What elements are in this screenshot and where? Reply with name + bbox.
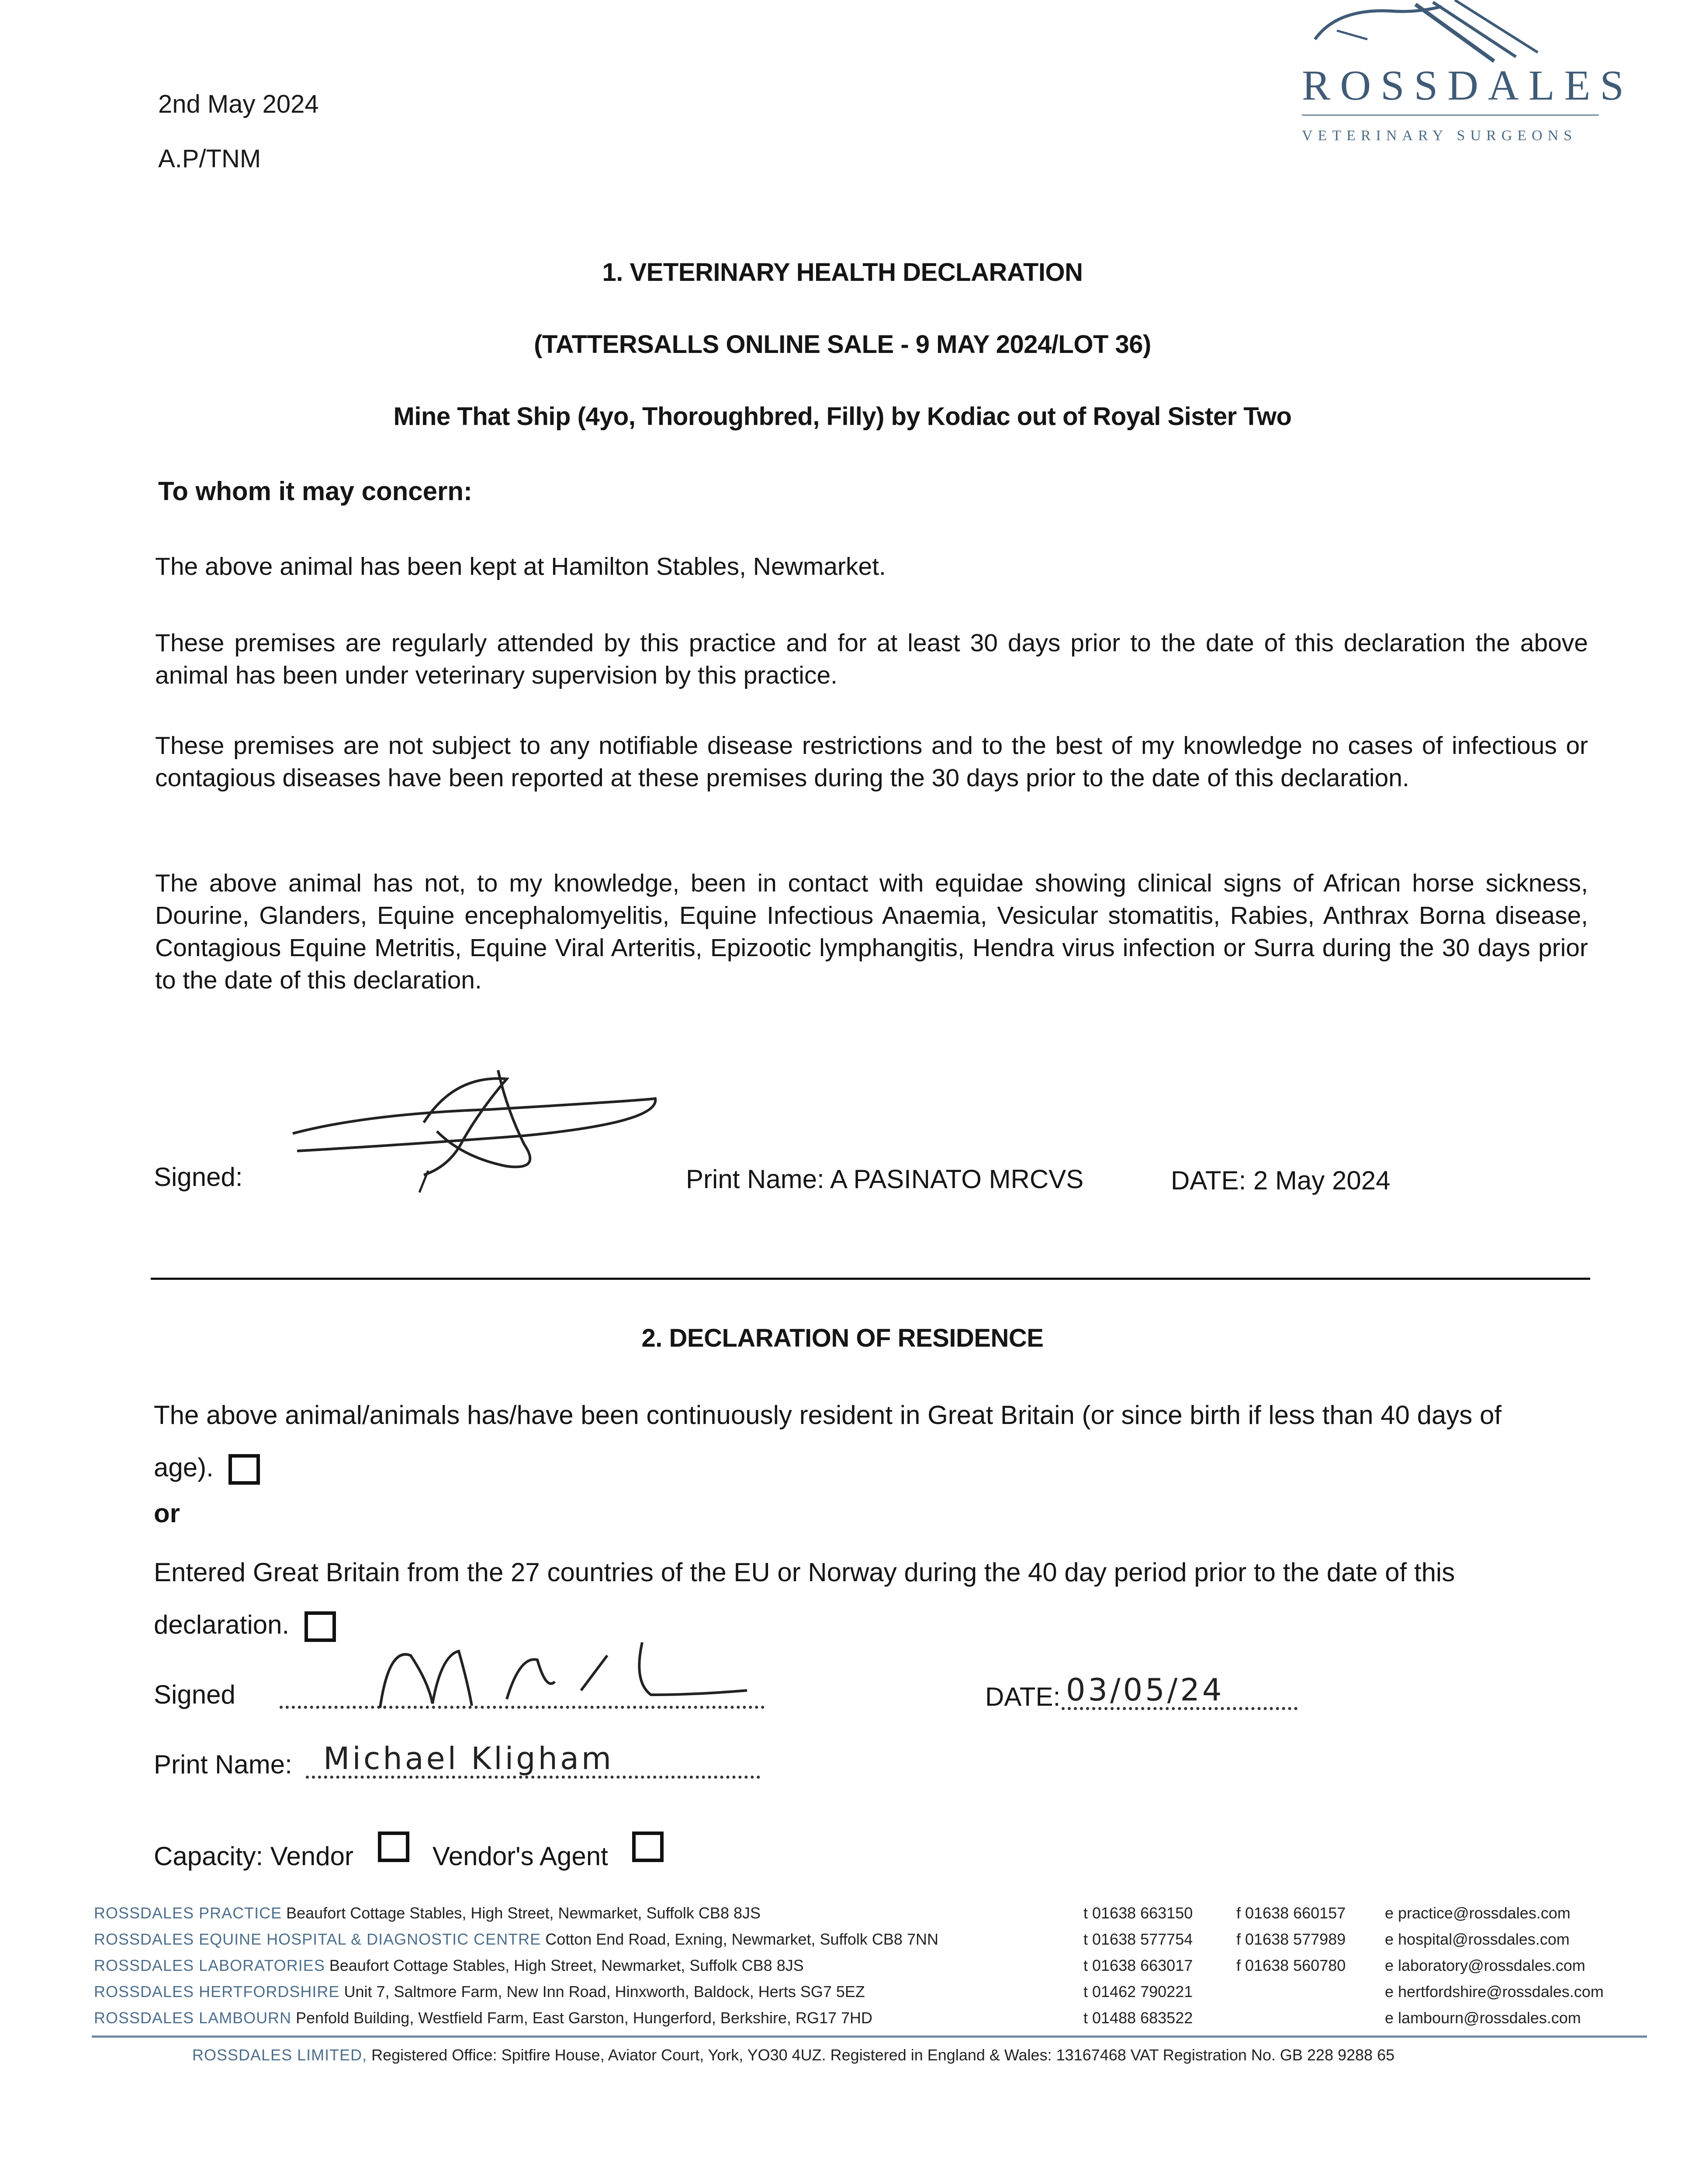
vendor-checkbox[interactable] (378, 1832, 409, 1862)
office-address: Penfold Building, Westfield Farm, East Garston, Hungerford, Berkshire, RG17 7HD (296, 2009, 873, 2027)
office-email[interactable]: e lambourn@rossdales.com (1385, 2009, 1581, 2027)
footer-office-row (94, 1926, 938, 1952)
logo-divider (1302, 114, 1599, 116)
footer-office-row (94, 1952, 938, 1979)
logo-wordmark: ROSSDALES (1302, 62, 1633, 109)
office-address: Beaufort Cottage Stables, High Street, Newmarket, Suffolk CB8 8JS (329, 1956, 804, 1974)
salutation: To whom it may concern: (158, 477, 472, 506)
footer-office-row (94, 1900, 938, 1926)
registered-office (192, 2042, 1678, 2068)
section2-title: 2. DECLARATION OF RESIDENCE (641, 1324, 1044, 1352)
owner-signed-label: Signed (154, 1680, 235, 1709)
office-email[interactable]: e practice@rossdales.com (1385, 1904, 1571, 1922)
residence-option-1 (154, 1389, 1508, 1494)
vendor-agent-checkbox[interactable] (632, 1832, 664, 1862)
letter-reference: A.P/TNM (158, 145, 261, 173)
registered-details: Registered Office: Spitfire House, Aviator Court, York, YO30 4UZ. Registered in England & Wales: 13167468 VAT Registration No. GB 228 9288 65 (371, 2046, 1395, 2064)
office-address: Unit 7, Saltmore Farm, New Inn Road, Hinxworth, Baldock, Herts SG7 5EZ (344, 1983, 865, 2001)
office-tel: t 01462 790221 (1083, 1983, 1193, 2001)
office-name: ROSSDALES LAMBOURN (94, 2009, 292, 2027)
vet-print-name: Print Name: A PASINATO MRCVS (686, 1165, 1084, 1194)
residence-option-2-text: Entered Great Britain from the 27 countries of the EU or Norway during the 40 day period prior to the date of this declaration. (154, 1558, 1455, 1639)
capacity-vendor-label: Capacity: Vendor (154, 1842, 353, 1871)
section1-subtitle: (TATTERSALLS ONLINE SALE - 9 MAY 2024/LOT 36) (534, 330, 1151, 359)
owner-print-name-label: Print Name: (154, 1750, 292, 1779)
paragraph-contact: The above animal has not, to my knowledge, been in contact with equidae showing clinical signs of African horse sickness, Dourine, Glanders, Equine encephalomyelitis, Equine Infectious Anaemia, Vesicular stomatitis, Rabies, Anthrax Borna disease, Contagious Equine Metritis, Equine Viral Arteritis, Epizootic lymphangitis, Hendra virus infection or Surra during the 30 days prior to the date of this declaration. (155, 869, 1588, 994)
office-tel: t 01638 577754 (1083, 1930, 1193, 1948)
footer-emails (1385, 1900, 1604, 2031)
footer-office-row (94, 2005, 938, 2031)
residence-option-1-text: The above animal/animals has/have been continuously resident in Great Britain (or since birth if less than 40 days of age). (154, 1400, 1502, 1482)
footer-offices (94, 1900, 938, 2031)
footer-telephones (1083, 1900, 1193, 2031)
owner-signature (363, 1629, 756, 1717)
rossdales-logo (1293, 0, 1633, 157)
vet-signed-label: Signed: (154, 1162, 243, 1192)
owner-date-value: 03/05/24 (1066, 1672, 1225, 1708)
office-tel: t 01488 683522 (1083, 2009, 1193, 2027)
section1-title: 1. VETERINARY HEALTH DECLARATION (602, 258, 1083, 287)
footer-faxes (1236, 1900, 1346, 1979)
logo-tagline: VETERINARY SURGEONS (1302, 128, 1578, 144)
paragraph-supervision: These premises are regularly attended by this practice and for at least 30 days prior to the date of this declaration the above animal has been under veterinary supervision by this practice. (155, 629, 1588, 689)
office-tel: t 01638 663150 (1083, 1904, 1193, 1922)
or-label: or (154, 1499, 180, 1528)
office-name: ROSSDALES PRACTICE (94, 1904, 282, 1922)
paragraph-premises: The above animal has been kept at Hamilton Stables, Newmarket. (155, 553, 886, 581)
office-name: ROSSDALES EQUINE HOSPITAL & DIAGNOSTIC CENTRE (94, 1930, 541, 1948)
owner-date-line[interactable] (1062, 1707, 1297, 1710)
section-divider (151, 1278, 1590, 1280)
footer-divider (92, 2035, 1647, 2038)
registered-org: ROSSDALES LIMITED, (192, 2046, 367, 2064)
residence-option-2 (154, 1546, 1508, 1651)
owner-print-name-value: Michael Kligham (323, 1741, 614, 1776)
horse-details: Mine That Ship (4yo, Thoroughbred, Filly) by Kodiac out of Royal Sister Two (393, 402, 1292, 431)
office-fax: f 01638 660157 (1236, 1904, 1346, 1922)
owner-date-label: DATE: (985, 1682, 1061, 1711)
office-email[interactable]: e laboratory@rossdales.com (1385, 1956, 1585, 1974)
office-tel: t 01638 663017 (1083, 1956, 1193, 1974)
horse-logo-icon (1311, 0, 1573, 66)
vendor-agent-label: Vendor's Agent (432, 1842, 608, 1871)
vet-date: DATE: 2 May 2024 (1171, 1166, 1391, 1195)
office-address: Beaufort Cottage Stables, High Street, Newmarket, Suffolk CB8 8JS (286, 1904, 761, 1922)
vet-signature (280, 1057, 673, 1197)
office-email[interactable]: e hertfordshire@rossdales.com (1385, 1983, 1604, 2001)
office-fax: f 01638 560780 (1236, 1956, 1346, 1974)
office-name: ROSSDALES HERTFORDSHIRE (94, 1983, 340, 2001)
paragraph-disease-restrictions: These premises are not subject to any notifiable disease restrictions and to the best of my knowledge no cases of infectious or contagious diseases have been reported at these premises during the 30 days prior to the date of this declaration. (155, 732, 1588, 792)
resident-checkbox[interactable] (228, 1454, 260, 1485)
office-fax: f 01638 577989 (1236, 1930, 1346, 1948)
footer-office-row (94, 1979, 938, 2005)
entered-checkbox[interactable] (304, 1611, 336, 1642)
office-email[interactable]: e hospital@rossdales.com (1385, 1930, 1570, 1948)
owner-print-name-line[interactable] (306, 1776, 760, 1779)
office-name: ROSSDALES LABORATORIES (94, 1956, 325, 1974)
letter-date: 2nd May 2024 (158, 90, 319, 118)
office-address: Cotton End Road, Exning, Newmarket, Suffolk CB8 7NN (545, 1930, 938, 1948)
